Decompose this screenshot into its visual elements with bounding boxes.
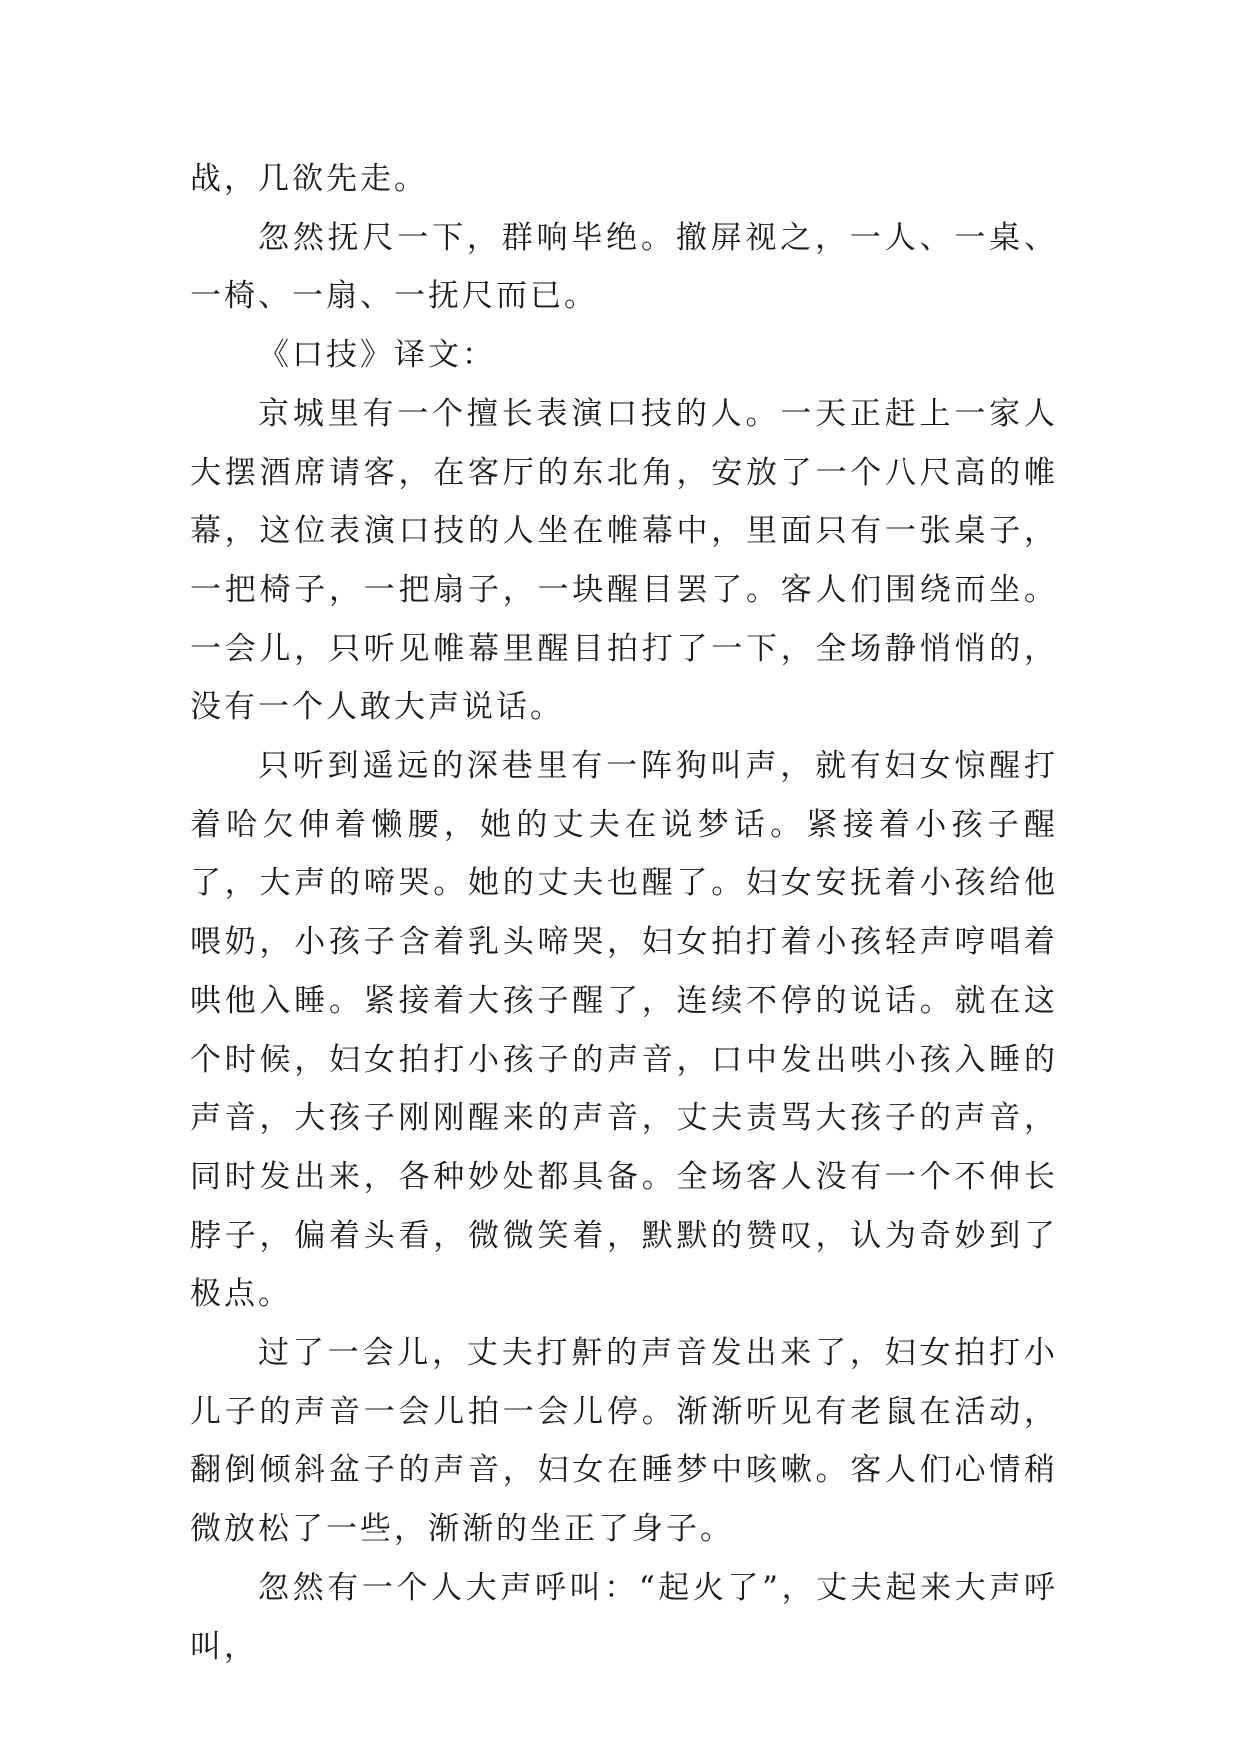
- paragraph-translation-1: 京城里有一个擅长表演口技的人。一天正赶上一家人大摆酒席请客，在客厅的东北角，安放了一个八尺高的帷幕，这位表演口技的人坐在帷幕中，里面只有一张桌子，一把椅子，一把扇子，一块醒目罢了。客人们围绕而坐。一会儿，只听见帷幕里醒目拍打了一下，全场静悄悄的，没有一个人敢大声说话。: [190, 395, 1058, 726]
- paragraph-original-ending: 忽然抚尺一下，群响毕绝。撤屏视之，一人、一桌、一椅、一扇、一抚尺而已。: [190, 219, 1058, 315]
- paragraph-continuation: 战，几欲先走。: [190, 161, 428, 197]
- translation-heading: 《口技》译文：: [258, 337, 496, 374]
- paragraph-translation-2: 只听到遥远的深巷里有一阵狗叫声，就有妇女惊醒打着哈欠伸着懒腰，她的丈夫在说梦话。紧接着小孩子醒了，大声的啼哭。她的丈夫也醒了。妇女安抚着小孩给他喂奶，小孩子含着乳头啼哭，妇女拍打着小孩轻声哼唱着哄他入睡。紧接着大孩子醒了，连续不停的说话。就在这个时候，妇女拍打小孩子的声音，口中发出哄小孩入睡的声音，大孩子刚刚醒来的声音，丈夫责骂大孩子的声音，同时发出来，各种妙处都具备。全场客人没有一个不伸长脖子，偏着头看，微微笑着，默默的赞叹，认为奇妙到了极点。: [190, 748, 1058, 1313]
- paragraph-translation-3: 过了一会儿，丈夫打鼾的声音发出来了，妇女拍打小儿子的声音一会儿拍一会儿停。渐渐听见有老鼠在活动，翻倒倾斜盆子的声音，妇女在睡梦中咳嗽。客人们心情稍微放松了一些，渐渐的坐正了身子。: [190, 1335, 1058, 1548]
- document-body: [190, 150, 1058, 1676]
- paragraph-translation-4: 忽然有一个人大声呼叫：“起火了”，丈夫起来大声呼叫，: [190, 1569, 1058, 1665]
